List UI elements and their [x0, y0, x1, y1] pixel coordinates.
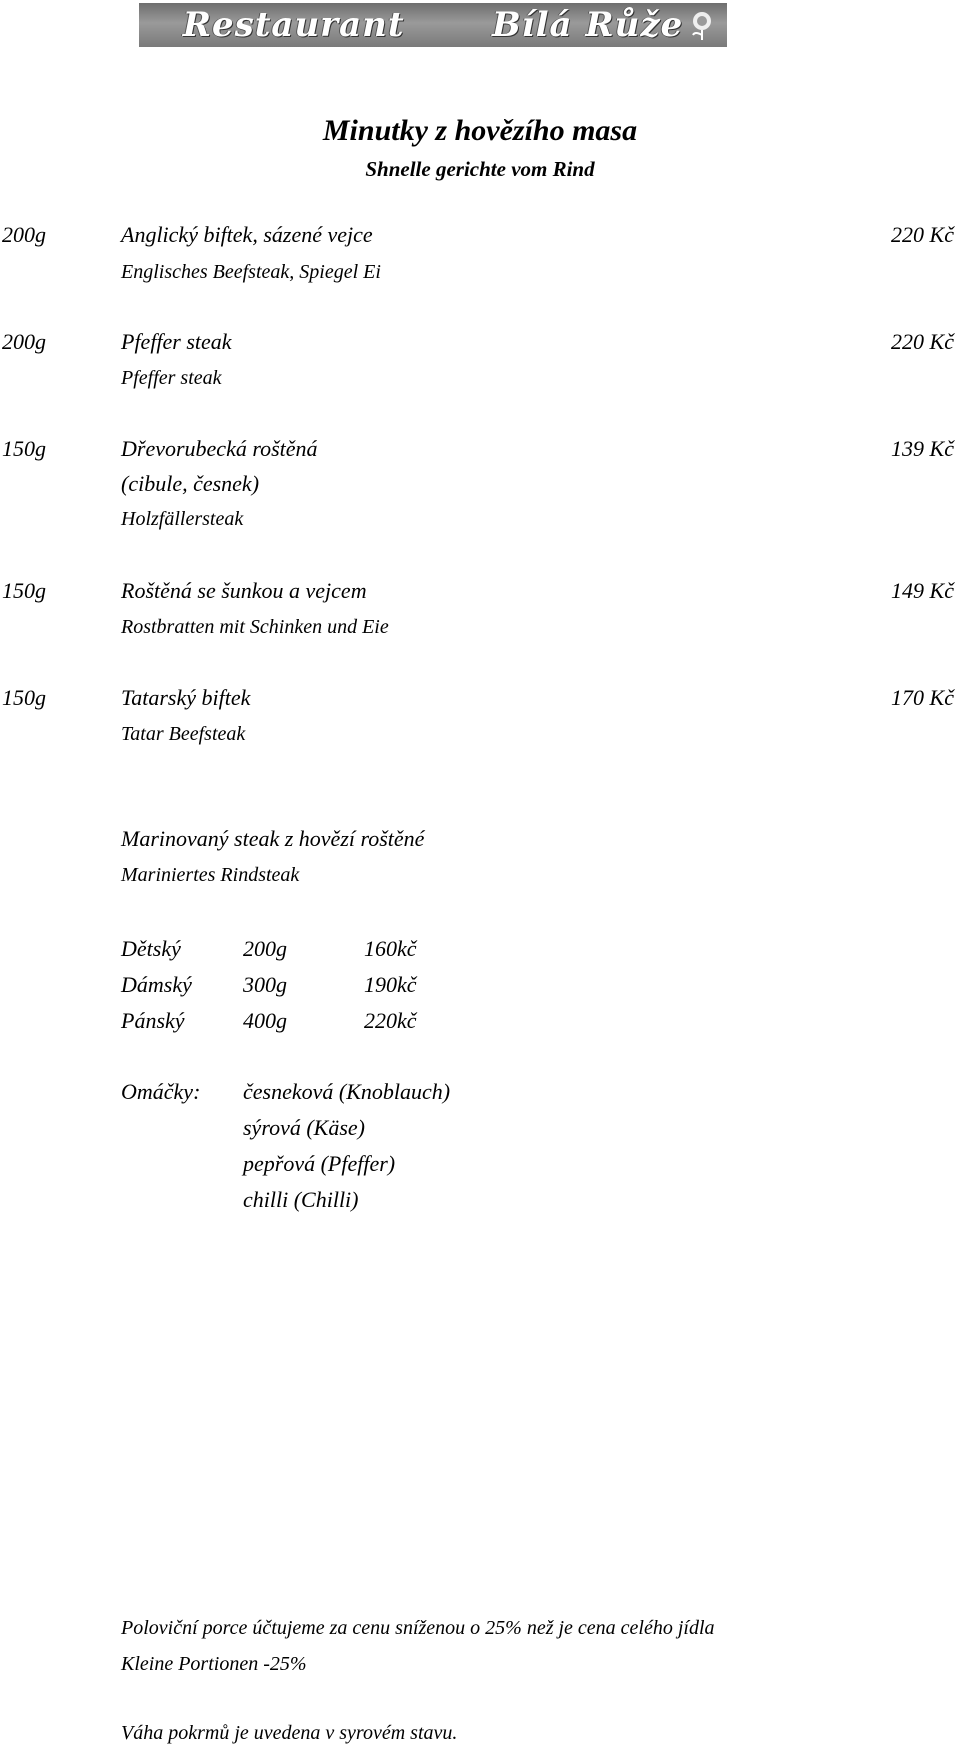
item-name: Dřevorubecká roštěná: [121, 436, 318, 461]
item-translation: Englisches Beefsteak, Spiegel Ei: [121, 261, 381, 283]
size-price: 220kč: [364, 1008, 417, 1033]
item-weight: 200g: [2, 222, 46, 247]
item-translation: Tatar Beefsteak: [121, 723, 246, 745]
half-portion-note: Poloviční porce účtujeme za cenu sníženou o 25% než je cena celého jídla: [121, 1617, 715, 1639]
item-description: (cibule, česnek): [121, 471, 260, 496]
half-portion-note-de: Kleine Portionen -25%: [121, 1653, 307, 1675]
size-price: 160kč: [364, 936, 417, 961]
size-weight: 400g: [243, 1008, 287, 1033]
size-name: Dámský: [121, 972, 192, 997]
item-weight: 150g: [2, 685, 46, 710]
item-price: 220 Kč: [891, 222, 954, 247]
page-subtitle: Shnelle gerichte vom Rind: [365, 157, 595, 181]
page-title: Minutky z hovězího masa: [322, 114, 638, 147]
size-name: Pánský: [121, 1008, 185, 1033]
size-name: Dětský: [121, 936, 181, 961]
item-price: 139 Kč: [891, 436, 954, 461]
weight-note: Váha pokrmů je uvedena v syrovém stavu.: [121, 1722, 458, 1744]
item-weight: 150g: [2, 578, 46, 603]
sauce-item: sýrová (Käse): [243, 1115, 365, 1140]
item-translation: Holzfällersteak: [121, 508, 244, 530]
item-price: 170 Kč: [891, 685, 954, 710]
size-weight: 200g: [243, 936, 287, 961]
item-name: Anglický biftek, sázené vejce: [121, 222, 373, 247]
item-weight: 200g: [2, 329, 46, 354]
logo-text-restaurant: Restaurant: [182, 5, 405, 45]
item-name: Pfeffer steak: [121, 329, 232, 354]
item-name: Tatarský biftek: [121, 685, 251, 710]
item-translation: Rostbratten mit Schinken und Eie: [121, 616, 389, 638]
size-price: 190kč: [364, 972, 417, 997]
item-price: 220 Kč: [891, 329, 954, 354]
item-name: Roštěná se šunkou a vejcem: [121, 578, 367, 603]
sauce-item: chilli (Chilli): [243, 1187, 359, 1212]
item-weight: 150g: [2, 436, 46, 461]
sauce-item: česneková (Knoblauch): [243, 1079, 451, 1104]
rose-icon: [687, 7, 717, 41]
item-translation: Pfeffer steak: [121, 367, 222, 389]
item-price: 149 Kč: [891, 578, 954, 603]
marinated-subtitle: Mariniertes Rindsteak: [121, 864, 300, 886]
marinated-title: Marinovaný steak z hovězí roštěné: [121, 826, 425, 851]
sauces-label: Omáčky:: [121, 1079, 201, 1104]
size-weight: 300g: [243, 972, 287, 997]
sauce-item: pepřová (Pfeffer): [243, 1151, 396, 1176]
restaurant-logo: [139, 3, 727, 47]
logo-text-name: Bílá Růže: [491, 5, 684, 45]
